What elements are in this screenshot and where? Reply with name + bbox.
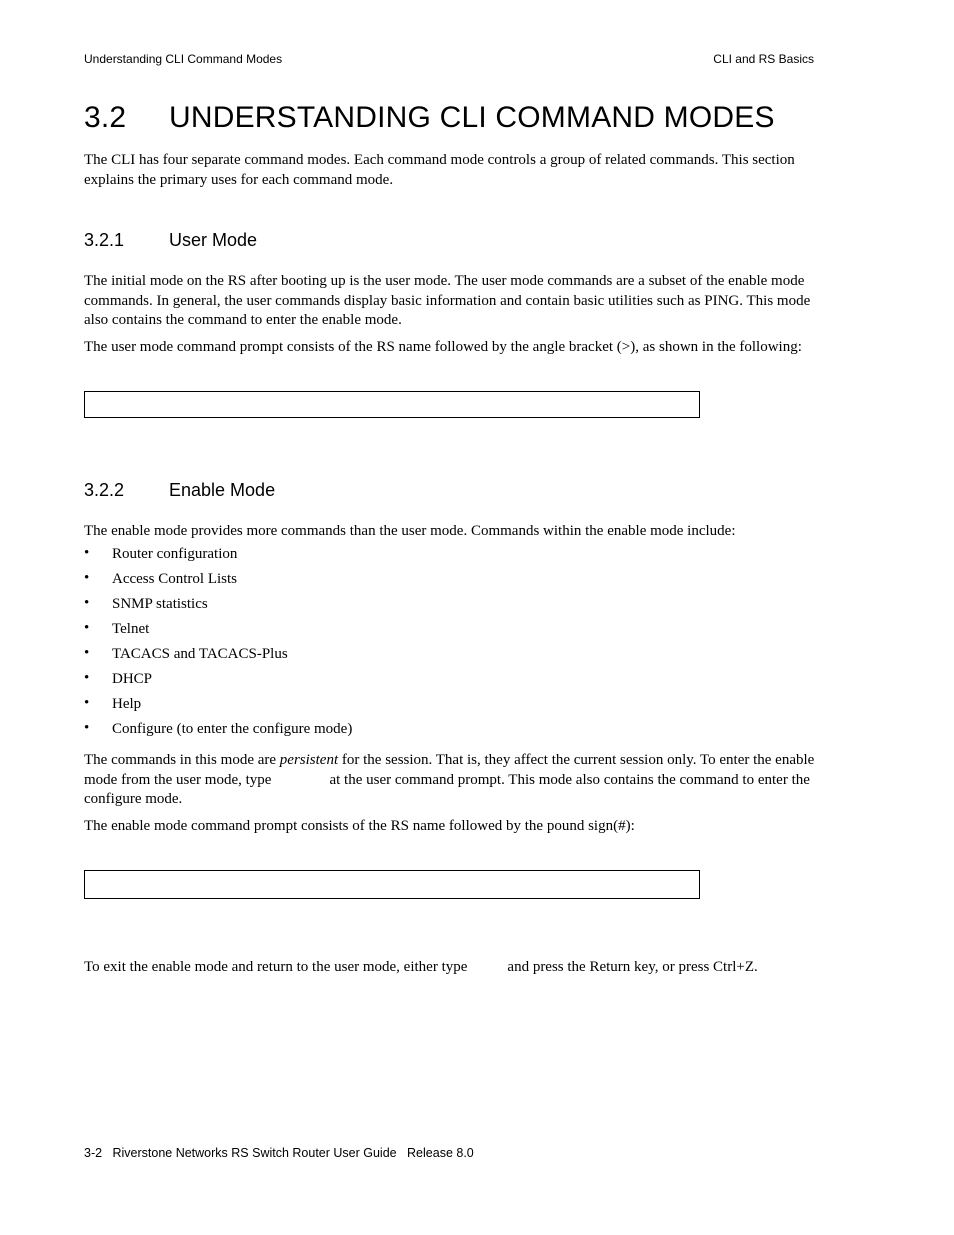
- enable-mode-persistent-paragraph: The commands in this mode are persistent for the session. That is, they affect the current session only. To enter the enable mode from the user mode, type at the user command prompt. This mode also contains the command to enter the configure mode.: [84, 752, 815, 807]
- exit-enable-mode-paragraph: To exit the enable mode and return to the user mode, either type and press the Return key, or press Ctrl+Z.: [84, 959, 758, 975]
- user-mode-paragraph: The initial mode on the RS after booting up is the user mode. The user mode commands are a subset of the enable mode commands. In general, the user commands display basic information and contain basic utilities such as PING. This mode also contains the command to enter the enable mode.: [84, 273, 811, 328]
- subsection-number: 3.2.1: [84, 230, 125, 250]
- bullet-icon: •: [84, 670, 90, 686]
- user-mode-prompt-paragraph: The user mode command prompt consists of the RS name followed by the angle bracket (>), as shown in the following:: [84, 339, 802, 355]
- subsection-title: Enable Mode: [169, 480, 276, 500]
- list-item: • Router configuration: [84, 545, 238, 562]
- subsection-number: 3.2.2: [84, 480, 125, 500]
- emphasis-persistent: persistent: [279, 752, 339, 768]
- section-heading: [84, 101, 775, 135]
- subsection-heading-user-mode: [84, 230, 257, 251]
- section-number: 3.2: [84, 101, 127, 134]
- list-item: • DHCP: [84, 670, 153, 687]
- list-item: • Telnet: [84, 620, 150, 637]
- bullet-icon: •: [84, 695, 90, 711]
- section-intro: The CLI has four separate command modes. Each command mode controls a group of related commands. This section explains the primary uses for each command mode.: [84, 152, 795, 188]
- enable-mode-prompt-paragraph: The enable mode command prompt consists of the RS name followed by the pound sign(#):: [84, 818, 635, 834]
- running-header-right: CLI and RS Basics: [713, 52, 814, 66]
- list-item: • Configure (to enter the configure mode): [84, 720, 353, 737]
- bullet-icon: •: [84, 720, 90, 736]
- subsection-title: User Mode: [169, 230, 258, 250]
- list-item: • Help: [84, 695, 142, 712]
- list-item: • TACACS and TACACS-Plus: [84, 645, 288, 662]
- bullet-icon: •: [84, 545, 90, 561]
- section-title: UNDERSTANDING CLI COMMAND MODES: [169, 101, 775, 134]
- running-header-left: Understanding CLI Command Modes: [84, 52, 283, 66]
- bullet-icon: •: [84, 620, 90, 636]
- subsection-heading-enable-mode: [84, 480, 275, 501]
- bullet-icon: •: [84, 595, 90, 611]
- bullet-icon: •: [84, 570, 90, 586]
- list-item: • SNMP statistics: [84, 595, 208, 612]
- list-item: • Access Control Lists: [84, 570, 237, 587]
- enable-mode-intro: The enable mode provides more commands than the user mode. Commands within the enable mode include:: [84, 523, 736, 539]
- enable-prompt-example-box: [84, 870, 700, 899]
- page-footer: 3-2 Riverstone Networks RS Switch Router User Guide Release 8.0: [84, 1146, 474, 1160]
- bullet-icon: •: [84, 645, 90, 661]
- user-prompt-example-box: [84, 391, 700, 418]
- enable-mode-command-list: [84, 545, 684, 745]
